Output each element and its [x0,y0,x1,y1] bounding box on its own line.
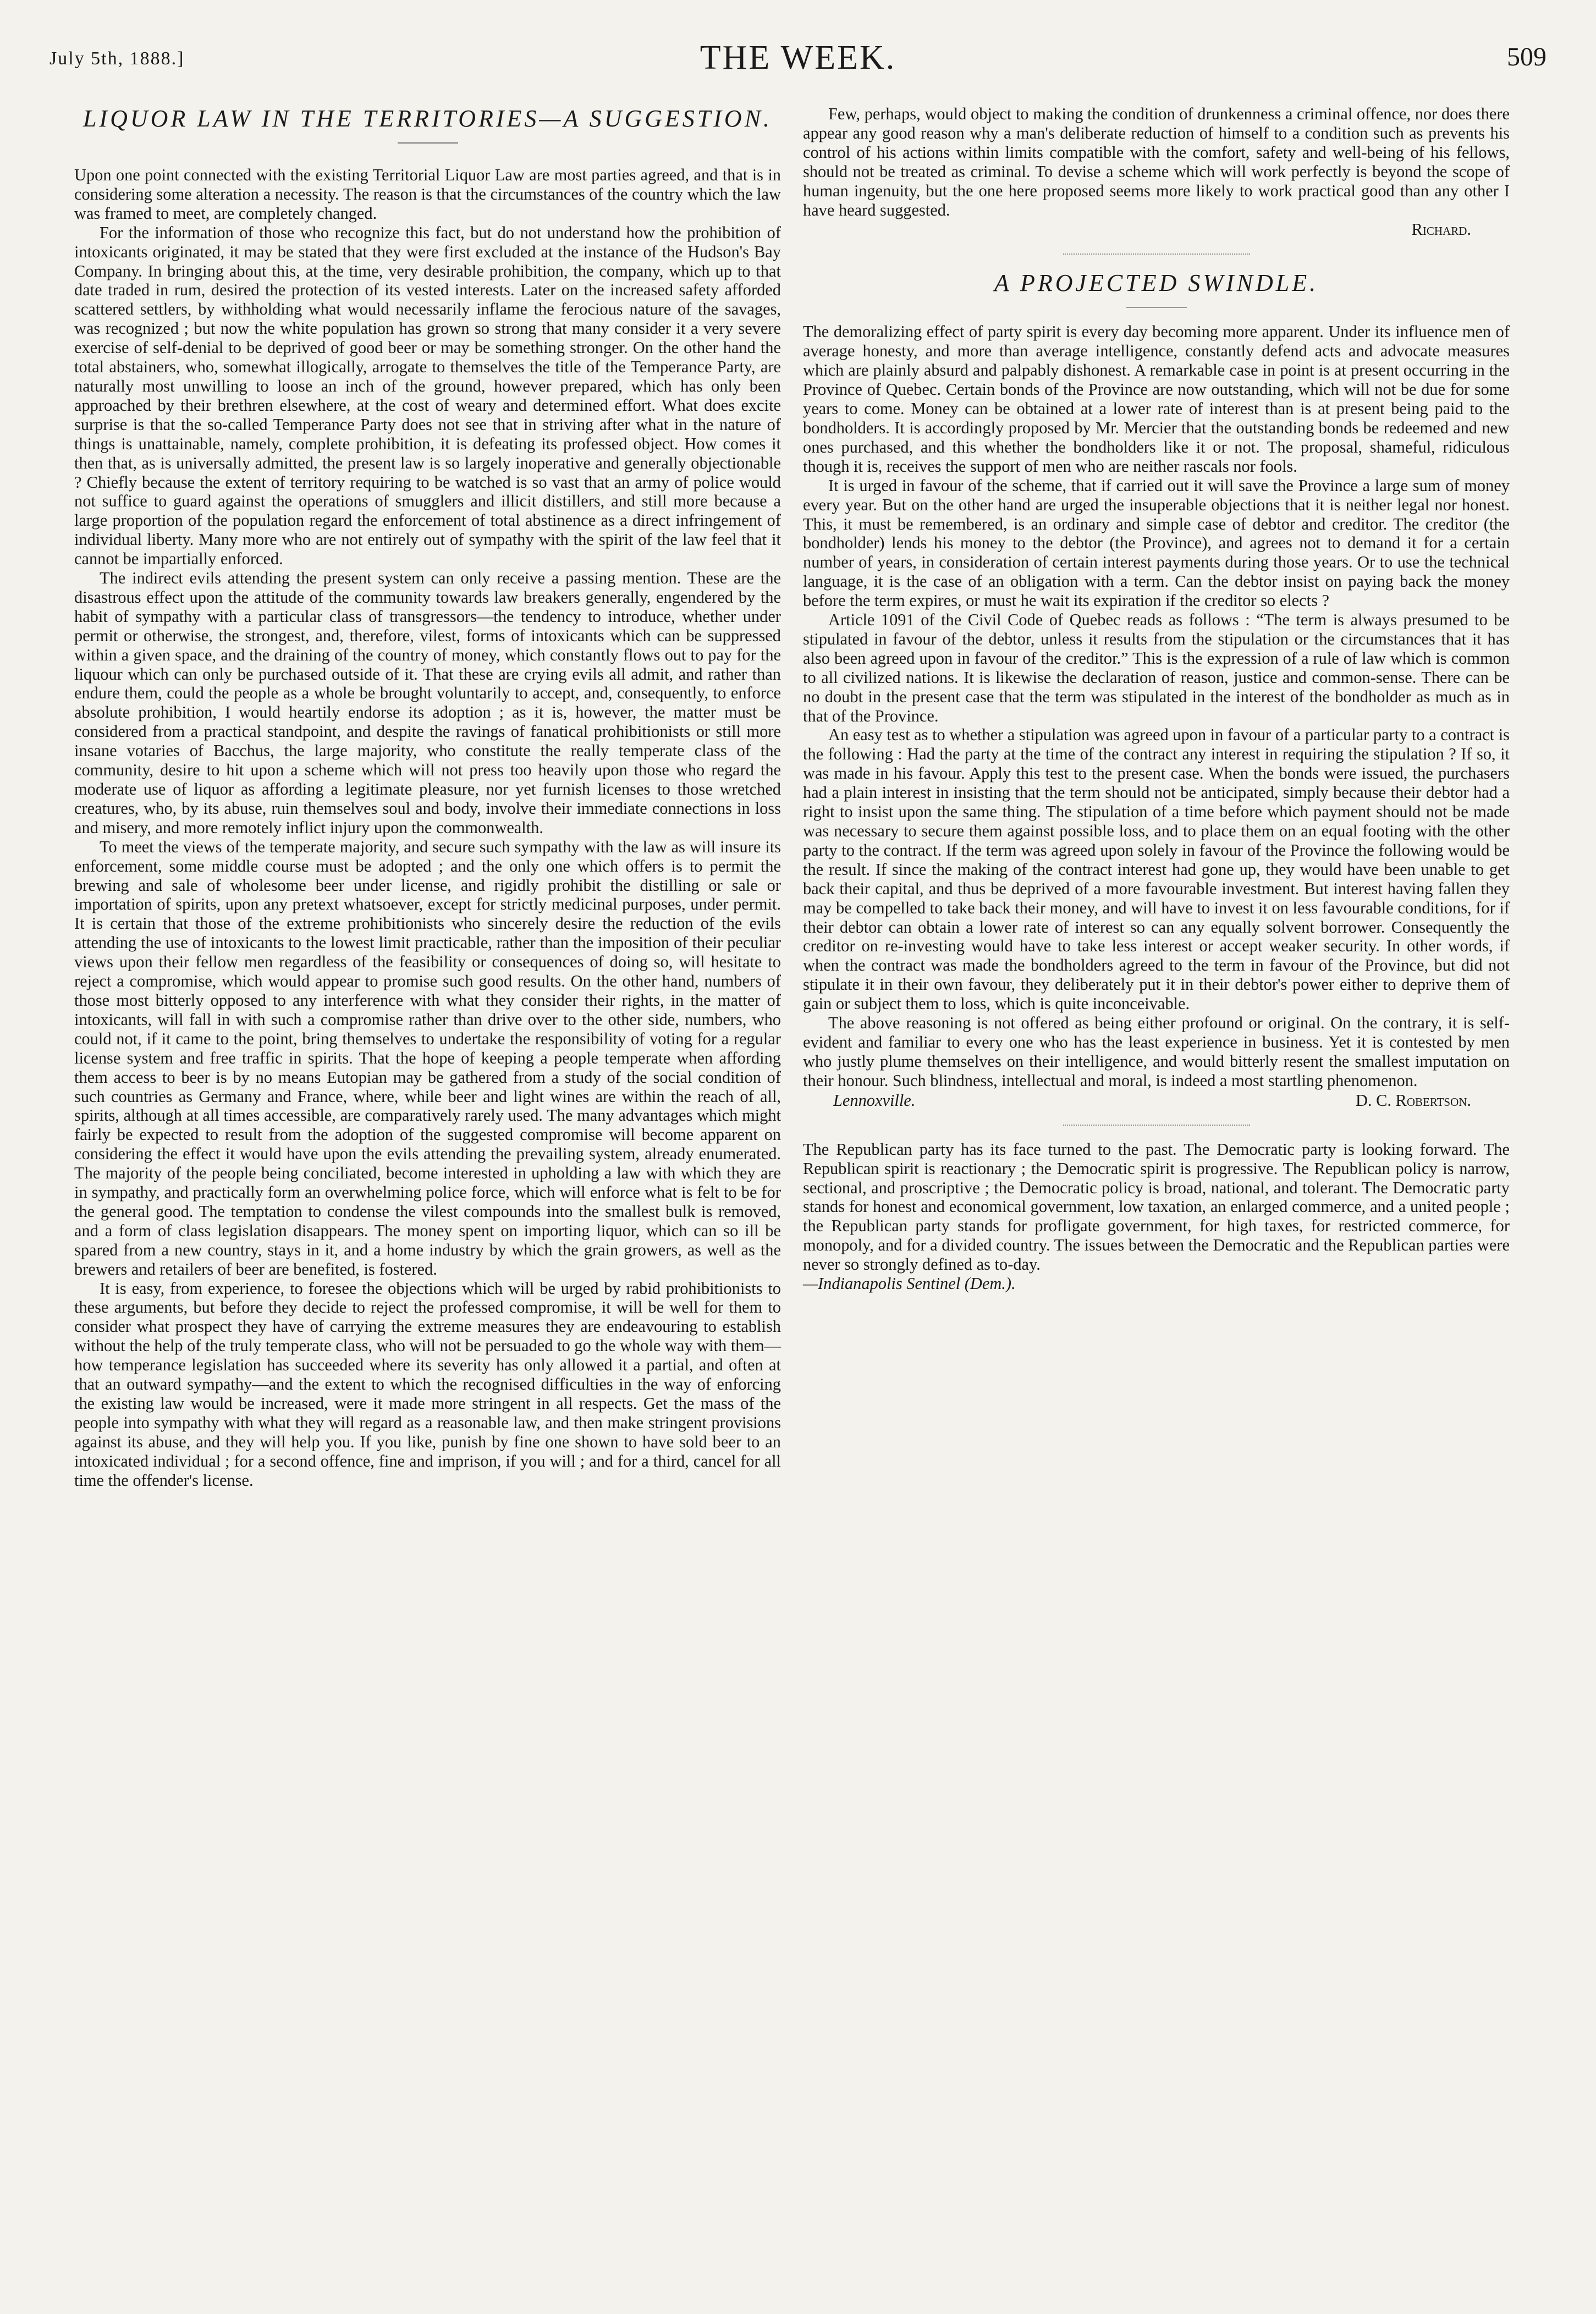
signature-robertson: D. C. Robertson. [1355,1090,1471,1110]
paragraph: An easy test as to whether a stipulation was agreed upon in favour of a particular party to a contract is the following : Had the party at the time of the contract any interest in requiring the stipulation ? If so, it was made in his favour. Apply this test to the present case. When the bonds were issued, the purchasers had a plain interest in insisting that the term should not be anticipated, simply because their debtor had a right to insist upon the same thing. The stipulation of a time before which payment should not be made was necessary to secure them against possible loss, and to place them on an equal footing with the other party to the contract. If the term was agreed upon solely in favour of the Province the following would be the result. If since the making of the contract interest had gone up, they would have been unable to get back their capital, and thus be deprived of a more favourable investment. But interest having fallen they may be compelled to take back their money, and will have to invest it on less favourable conditions, for if their debtor can obtain a lower rate of interest so can any equally solvent borrower. Consequently the creditor on re-investing would have to take less interest or accept weaker security. In other words, if when the contract was made the bondholders agreed to the term in favour of the Province, but did not stipulate it in their own favour, they deliberately put it in their debtor's power either to deprive them of gain or subject them to loss, which is quite inconceivable. [803,725,1510,1013]
paragraph: Few, perhaps, would object to making the condition of drunkenness a criminal offence, nor does there appear any good reason why a man's deliberate reduction of himself to a condition such as prevents his control of his actions within limits compatible with the comfort, safety and well-being of his fellows, should not be treated as criminal. To devise a scheme which will work perfectly is beyond the scope of human ingenuity, but the one here proposed seems more likely to work practical good than any other I have heard suggested. [803,104,1510,219]
article-title-liquor-law: LIQUOR LAW IN THE TERRITORIES—A SUGGESTION. [82,105,773,132]
paragraph: The demoralizing effect of party spirit is every day becoming more apparent. Under its influence men of average honesty, and more than average intelligence, constantly defend acts and advocate measures which are plainly absurd and palpably dishonest. A remarkable case in point is at present occurring in the Province of Quebec. Certain bonds of the Province are now outstanding, which will not be due for some years to come. Money can be obtained at a lower rate of interest than is at present being paid to the bondholders. It is accordingly proposed by Mr. Mercier that the outstanding bonds be redeemed and new ones purchased, and this whether the bondholders like it or not. The proposal, shameful, ridiculous though it is, receives the support of men who are neither rascals nor fools. [803,322,1510,476]
title-rule [398,142,458,144]
paragraph-republican-party: The Republican party has its face turned to the past. The Democratic party is looking forward. The Republican spirit is reactionary ; the Democratic spirit is progressive. The Republican policy is narrow, sectional, and proscriptive ; the Democratic policy is broad, national, and tolerant. The Democratic party stands for honest and economical government, low taxation, an enlarged commerce, and a united people ; the Republican party stands for profligate government, for high taxes, for restricted commerce, for monopoly, and for a divided country. The issues between the Democratic and the Republican parties were never so strongly defined as to-day. [803,1139,1510,1274]
signature-place: Lennoxville. [833,1090,916,1110]
signature-line [803,1090,1510,1110]
masthead: THE WEEK. [700,39,896,76]
article-title-projected-swindle: A PROJECTED SWINDLE. [994,269,1319,297]
page-number: 509 [1507,42,1547,71]
paragraph: To meet the views of the temperate majority, and secure such sympathy with the law as will insure its enforcement, some middle course must be adopted ; and the only one which offers is to permit the brewing and sale of wholesome beer under license, and rigidly prohibit the distilling or sale or importation of spirits, upon any pretext whatsoever, except for strictly medicinal purposes, under permit. It is certain that those of the extreme prohibitionists who sincerely desire the reduction of the evils attending the use of intoxicants to the lowest limit practicable, rather than the imposition of their peculiar views upon their fellow men regardless of the feasibility or consequences of doing so, will hesitate to reject a compromise, which would appear to promise such good results. On the other hand, numbers of those most bitterly opposed to any interference with what they consider their rights, in the matter of intoxicants, will fall in with such a compromise rather than drive over to the other side, numbers, who could not, if it came to the point, bring themselves to undertake the responsibility of voting for a regular license system and free traffic in spirits. That the hope of keeping a people temperate when affording them access to beer is by no means Eutopian may be gathered from a study of the social condition of such countries as Germany and France, where, while beer and light wines are within the reach of all, spirits, although at all times accessible, are comparatively rarely used. The many advantages which might fairly be expected to result from the adoption of the suggested compromise will become apparent on considering the effect it would have upon the evils attending the prevailing system, already enumerated. The majority of the people being conciliated, become interested in upholding a law with which they are in sympathy, and practically form an overwhelming police force, which will enforce what is felt to be for the general good. The temptation to condense the vilest compounds into the smallest bulk is removed, and a form of class legislation disappears. The money spent on importing liquor, which can so ill be spared from a new country, stays in it, and a home industry by which the grain growers, as well as the brewers and retailers of beer are benefited, is fostered. [74,837,781,1279]
signature-line [803,219,1510,239]
paragraph-continued: It is easy, from experience, to foresee the objections which will be urged by rabid prohibitionists to these arguments, but before they decide to reject the professed compromise, it will be well for them to consider what prospect they have of carrying the extreme measures they are endeavouring to establish without the help of the truly temperate class, who will not be persuaded to go the whole way with them—how temperance legislation has succeeded where its severity has only allowed it a partial, and often at that an outward sympathy—and the extent to which the recognised difficulties in the way of enforcing the existing law would be increased, were it made more stringent in all respects. Get the mass of the people into sympathy with what they will regard as a reasonable law, and then make stringent provisions against its abuse, and they will help you. If you like, punish by fine one shown to have sold beer to an intoxicated individual ; for a second offence, fine and imprison, if you will ; and for a third, cancel for all time the offender's license. [74,1279,781,1490]
issue-date: July 5th, 1888.] [49,48,185,69]
attribution: —Indianapolis Sentinel (Dem.). [803,1274,1016,1293]
section-separator [1063,1125,1250,1126]
section-separator [1063,254,1250,255]
signature-richard: Richard. [1411,220,1471,239]
paragraph: For the information of those who recognize this fact, but do not understand how the prohibition of intoxicants originated, it may be stated that they were first excluded at the instance of the Hudson's Bay Company. In bringing about this, at the time, very desirable prohibition, the company, which up to that date traded in rum, desired the protection of its vested interests. Later on the increased safety afforded scattered settlers, by withholding what would necessarily inflame the ferocious nature of the savages, was recognized ; but now the white population has grown so strong that many consider it a very severe exercise of self-denial to be deprived of good beer or may be something stronger. On the other hand the total abstainers, who, somewhat illogically, arrogate to themselves the title of the Temperance Party, are naturally most unwilling to loose an inch of the ground, however prepared, which has only been approached by their brethren elsewhere, at the cost of weary and determined effort. What does excite surprise is that the so-called Temperance Party does not see that in striving after what in the nature of things is unattainable, namely, complete prohibition, it is defeating its professed object. How comes it then that, as is universally admitted, the present law is so largely inoperative and generally objectionable ? Chiefly because the extent of territory requiring to be watched is so vast that an army of police would not suffice to guard against the operations of smugglers and illicit distillers, and still more because a large proportion of the population regard the enforcement of total abstinence as a direct infringement of individual liberty. Many more who are not entirely out of sympathy with the spirit of the law feel that it cannot be impartially enforced. [74,223,781,569]
paragraph: Upon one point connected with the existing Territorial Liquor Law are most parties agreed, and that is in considering some alteration a necessity. The reason is that the circumstances of the country which the law was framed to meet, are completely changed. [74,166,781,223]
paragraph: Article 1091 of the Civil Code of Quebec reads as follows : “The term is always presumed to be stipulated in favour of the debtor, unless it results from the stipulation or the circumstances that it has also been agreed upon in favour of the creditor.” This is the expression of a rule of law which is common to all civilized nations. It is likewise the declaration of reason, justice and common-sense. There can be no doubt in the present case that the term was stipulated in the interest of the bondholder as much as in that of the Province. [803,610,1510,725]
page-header [49,38,1547,82]
paragraph: The indirect evils attending the present system can only receive a passing mention. These are the disastrous effect upon the attitude of the community towards law breakers generally, engendered by the habit of sympathy with a particular class of transgressors—the tendency to introduce, whether under permit or otherwise, the strongest, and, therefore, vilest, forms of intoxicants which can be suppressed within a given space, and the draining of the country of money, which constantly flows out to pay for the liquour which can only be purchased outside of it. That these are crying evils all admit, and rather than endure them, could the people as a whole be brought voluntarily to accept, and, consequently, to enforce absolute prohibition, I would heartily endorse its adoption ; as it is, however, the matter must be considered from a practical standpoint, and despite the ravings of fanatical prohibitionists or still more insane votaries of Bacchus, the large majority, who constitute the really temperate class of the community, desire to hit upon a scheme which will not press too heavily upon those who regard the moderate use of liquor as affording a legitimate pleasure, nor yet furnish licenses to those wretched creatures, who, by its abuse, ruin themselves soul and body, involve their immediate connections in loss and misery, and more remotely inflict injury upon the commonwealth. [74,569,781,837]
right-column [803,104,1510,1293]
title-rule [1126,307,1187,308]
left-column [74,104,781,1490]
paragraph: The above reasoning is not offered as being either profound or original. On the contrary, it is self-evident and familiar to every one who has the least experience in business. Yet it is contested by men who justly plume themselves on their intelligence, and would bitterly resent the smallest imputation on their honour. Such blindness, intellectual and moral, is indeed a most startling phenomenon. [803,1013,1510,1090]
paragraph: It is urged in favour of the scheme, that if carried out it will save the Province a large sum of money every year. But on the other hand are urged the insuperable objections that it is neither legal nor honest. This, it must be remembered, is an ordinary and simple case of debtor and creditor. The creditor (the bondholder) lends his money to the debtor (the Province), and agrees not to demand it for a certain number of years, in consideration of certain interest payments during those years. Or to use the technical language, it is the case of an obligation with a term. Can the debtor insist on paying back the money before the term expires, or must he wait its expiration if the creditor so elects ? [803,476,1510,610]
